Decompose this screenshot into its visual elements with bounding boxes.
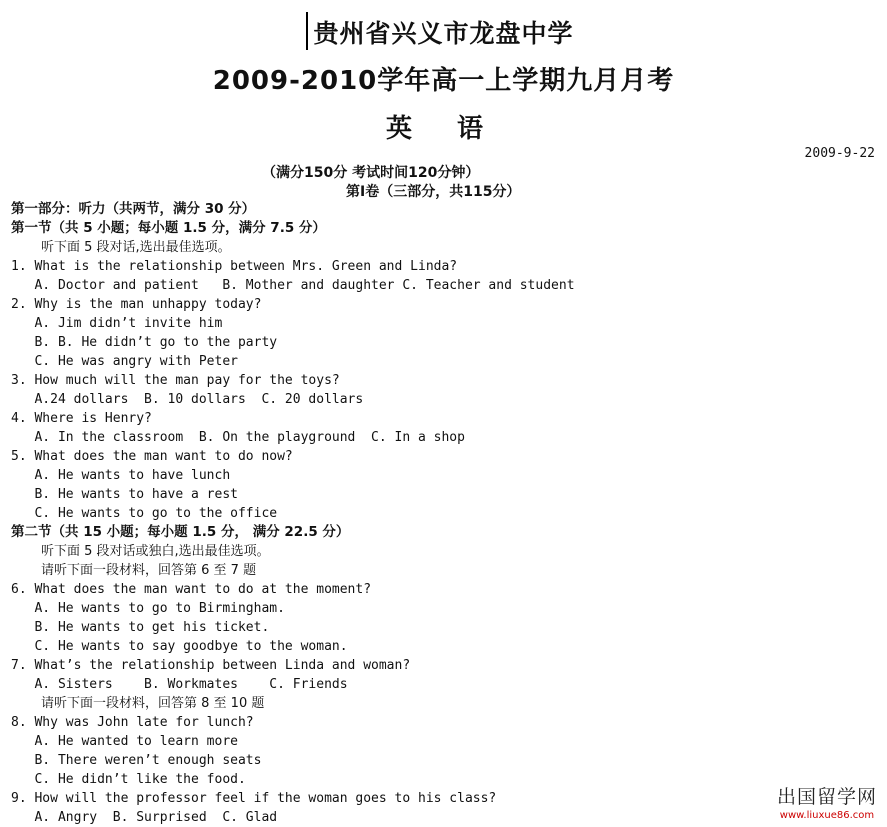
question-line: A.24 dollars B. 10 dollars C. 20 dollars xyxy=(11,392,364,407)
question-line: A. He wanted to learn more xyxy=(11,734,238,749)
question-line: A. Angry B. Surprised C. Glad xyxy=(11,810,278,825)
instruction-line: 听下面 5 段对话,选出最佳选项。 xyxy=(41,240,231,255)
school-title: 贵州省兴义市龙盘中学 xyxy=(313,19,574,48)
question-line: A. Jim didn’t invite him xyxy=(11,316,223,331)
instruction-line: 请听下面一段材料，回答第 8 至 10 题 xyxy=(41,696,265,711)
question-line: 1. What is the relationship between Mrs. Green and Linda? xyxy=(11,259,458,274)
question-line: 2. Why is the man unhappy today? xyxy=(11,297,262,312)
question-line: A. He wants to have lunch xyxy=(11,468,231,483)
question-line: B. He wants to get his ticket. xyxy=(11,620,270,635)
question-line: B. There weren’t enough seats xyxy=(11,753,262,768)
exam-title: 2009-2010学年高一上学期九月月考 xyxy=(212,66,675,96)
watermark-brand: 出国留学网 xyxy=(776,786,877,808)
question-line: 7. What’s the relationship between Linda and woman? xyxy=(11,658,411,673)
question-line: 4. Where is Henry? xyxy=(11,411,152,426)
question-line: C. He didn’t like the food. xyxy=(11,772,246,787)
instruction-line: 听下面 5 段对话或独白,选出最佳选项。 xyxy=(41,544,270,559)
watermark-logo xyxy=(777,782,877,821)
question-line: 8. Why was John late for lunch? xyxy=(11,715,254,730)
question-line: C. He wants to say goodbye to the woman. xyxy=(11,639,348,654)
exam-date: 2009-9-22 xyxy=(804,146,875,161)
question-line: A. In the classroom B. On the playground C. In a shop xyxy=(11,430,465,445)
question-line: A. Doctor and patient B. Mother and daughter C. Teacher and student xyxy=(11,278,575,293)
question-line: B. He wants to have a rest xyxy=(11,487,238,502)
question-line: C. He wants to go to the office xyxy=(11,506,278,521)
question-line: C. He was angry with Peter xyxy=(11,354,238,369)
watermark-url: www.liuxue86.com xyxy=(779,810,875,821)
section-heading: 第二节（共 15 小题；每小题 1.5 分， 满分 22.5 分） xyxy=(11,524,350,540)
question-line: A. Sisters B. Workmates C. Friends xyxy=(11,677,348,692)
question-line: A. He wants to go to Birmingham. xyxy=(11,601,285,616)
question-line: 6. What does the man want to do at the moment? xyxy=(11,582,372,597)
section-heading: 第一部分：听力（共两节，满分 30 分） xyxy=(11,201,256,217)
question-line: 5. What does the man want to do now? xyxy=(11,449,293,464)
volume-title: 第Ⅰ卷（三部分，共115分） xyxy=(346,184,521,200)
exam-info: （满分150分 考试时间120分钟） xyxy=(262,165,480,181)
question-list xyxy=(11,200,881,827)
question-line: 3. How much will the man pay for the toys? xyxy=(11,373,340,388)
question-line: B. B. He didn’t go to the party xyxy=(11,335,278,350)
section-heading: 第一节（共 5 小题；每小题 1.5 分，满分 7.5 分） xyxy=(11,220,326,236)
instruction-line: 请听下面一段材料，回答第 6 至 7 题 xyxy=(41,563,257,578)
question-line: 9. How will the professor feel if the woman goes to his class? xyxy=(11,791,497,806)
subject-title: 英 语 xyxy=(385,114,502,144)
